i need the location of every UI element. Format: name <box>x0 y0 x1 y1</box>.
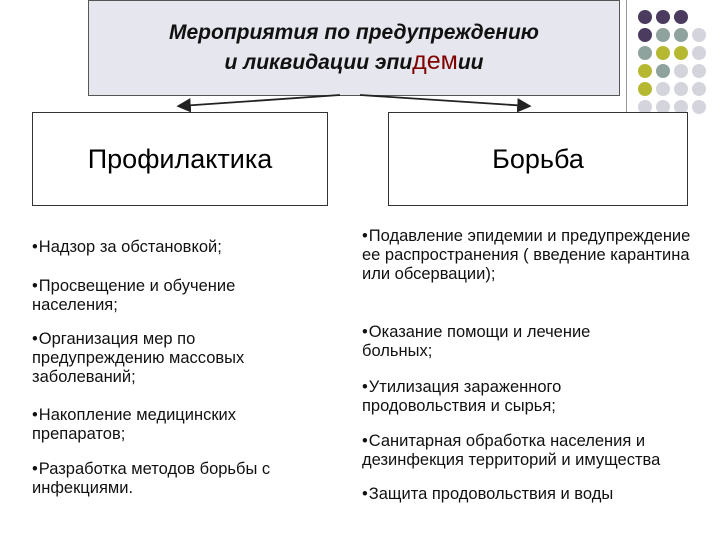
title-line-2-prefix: и ликвидации эпи <box>224 51 413 74</box>
decorative-dot <box>674 10 688 24</box>
decorative-dot-grid <box>636 10 720 122</box>
title-box <box>88 0 620 96</box>
branch-box-prevention <box>32 112 328 206</box>
decorative-dot <box>674 64 688 78</box>
list-item: •Разработка методов борьбы с инфекциями. <box>32 460 271 497</box>
decorative-vertical-line <box>626 0 627 120</box>
list-item: •Надзор за обстановкой; <box>32 238 222 256</box>
decorative-dot <box>692 82 706 96</box>
arrow-to-left-branch <box>180 95 340 106</box>
list-item: •Организация мер по предупреждению массовых заболеваний; <box>32 330 245 386</box>
title-line-2-highlight: дем <box>412 47 458 75</box>
title-line-2-suffix: ии <box>457 51 484 74</box>
title-line-2 <box>224 47 483 77</box>
list-item: •Подавление эпидемии и предупреждение ее распространения ( введение карантина или обсервации); <box>362 227 691 283</box>
list-item: •Просвещение и обучение населения; <box>32 277 236 314</box>
decorative-dot <box>674 28 688 42</box>
list-item: •Утилизация зараженного продовольствия и сырья; <box>362 378 562 415</box>
decorative-dot <box>674 46 688 60</box>
decorative-dot <box>656 28 670 42</box>
decorative-dot <box>692 100 706 114</box>
arrow-to-right-branch <box>360 95 528 106</box>
branch-box-control <box>388 112 688 206</box>
decorative-dot <box>692 46 706 60</box>
branch-label-prevention: Профилактика <box>87 143 273 174</box>
decorative-dot <box>656 10 670 24</box>
decorative-dot <box>692 64 706 78</box>
decorative-dot <box>692 28 706 42</box>
decorative-dot <box>656 82 670 96</box>
decorative-dot <box>638 46 652 60</box>
decorative-dot <box>638 28 652 42</box>
decorative-dot <box>674 82 688 96</box>
title-line-1: Мероприятия по предупреждению <box>169 21 539 44</box>
list-item: •Защита продовольствия и воды <box>362 485 614 503</box>
list-item: •Санитарная обработка населения и дезинфекция территорий и имущества <box>362 432 661 469</box>
decorative-dot <box>638 64 652 78</box>
list-item: •Накопление медицинских препаратов; <box>32 406 236 443</box>
branch-label-control: Борьба <box>492 143 584 174</box>
decorative-dot <box>638 10 652 24</box>
decorative-dot <box>656 46 670 60</box>
decorative-dot <box>638 82 652 96</box>
list-item: •Оказание помощи и лечение больных; <box>362 323 591 360</box>
decorative-dot <box>656 64 670 78</box>
